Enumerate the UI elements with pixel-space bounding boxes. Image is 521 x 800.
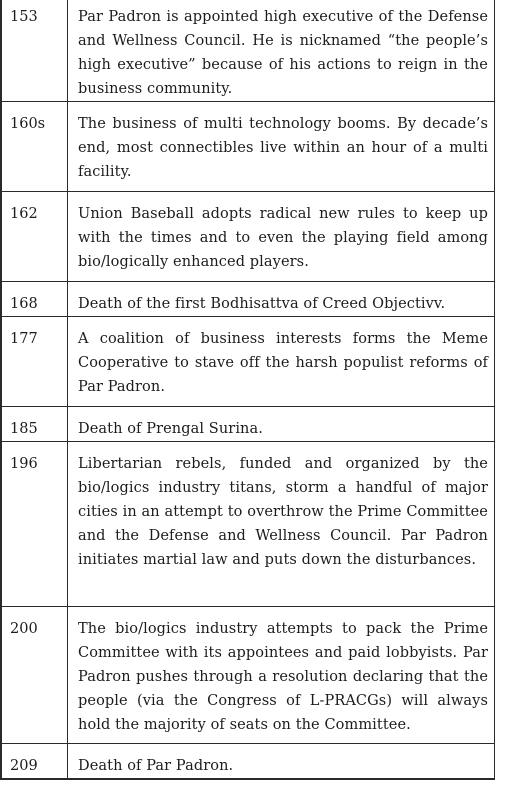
table-row (1, 442, 521, 607)
table-row (1, 407, 521, 442)
table-row (1, 282, 521, 317)
year-cell: 168 (1, 282, 68, 317)
table-row (1, 192, 521, 282)
table-row (1, 0, 521, 102)
event-cell: Par Padron is appointed high executive of the Defense and Wellness Council. He is nicknamed “the people’s high executive” because of his actions to reign in the business community. (68, 0, 495, 102)
event-cell: Union Baseball adopts radical new rules to keep up with the times and to even the playing field among bio/logically enhanced players. (68, 192, 495, 282)
event-cell: The business of multi technology booms. By decade’s end, most connectibles live within an hour of a multi facility. (68, 102, 495, 192)
year-cell: 153 (1, 0, 68, 102)
table-row (1, 102, 521, 192)
event-cell: Death of Prengal Surina. (68, 407, 495, 442)
year-cell: 160s (1, 102, 68, 192)
year-cell: 196 (1, 442, 68, 607)
event-cell: Death of the first Bodhisattva of Creed Objectivv. (68, 282, 495, 317)
year-cell: 162 (1, 192, 68, 282)
table-row (1, 744, 521, 780)
event-cell: The bio/logics industry attempts to pack the Prime Committee with its appointees and paid lobbyists. Par Padron pushes through a resolution declaring that the people (via the Congress of L-PRACGs) will always hold the majority of seats on the Committee. (68, 607, 495, 744)
table-row (1, 607, 521, 744)
year-cell: 209 (1, 744, 68, 780)
year-cell: 177 (1, 317, 68, 407)
margin-cell (495, 0, 521, 779)
year-cell: 200 (1, 607, 68, 744)
table-row (1, 317, 521, 407)
event-cell: A coalition of business interests forms the Meme Cooperative to stave off the harsh populist reforms of Par Padron. (68, 317, 495, 407)
event-cell: Libertarian rebels, funded and organized by the bio/logics industry titans, storm a handful of major cities in an attempt to overthrow the Prime Committee and the Defense and Wellness Council. Par Padron initiates martial law and puts down the disturbances. (68, 442, 495, 607)
event-cell: Death of Par Padron. (68, 744, 495, 780)
year-cell: 185 (1, 407, 68, 442)
